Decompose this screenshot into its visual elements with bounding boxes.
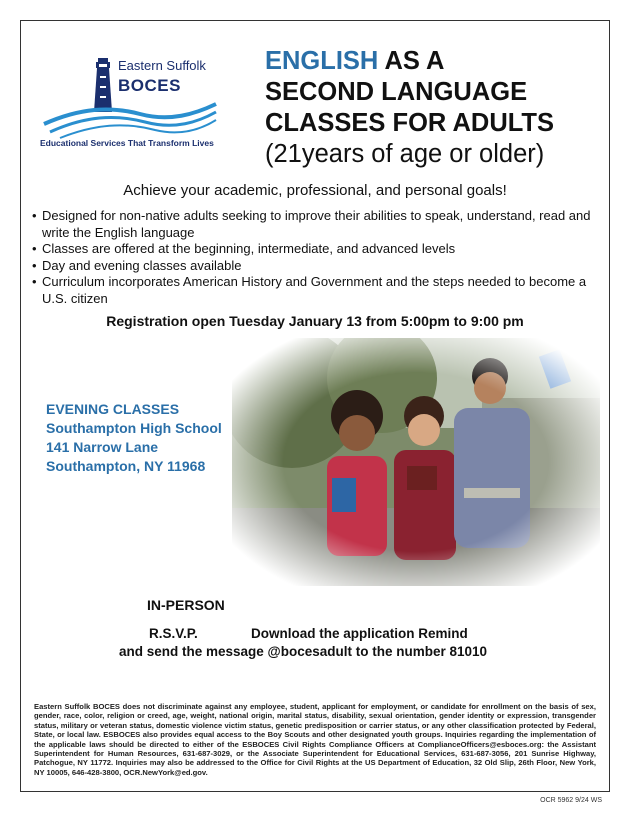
list-item: • Designed for non-native adults seeking to improve their abilities to speak, understand, read and write the English language [32, 208, 592, 241]
list-item: • Day and evening classes available [32, 258, 592, 275]
students-photo [232, 338, 600, 586]
rsvp-line-2: and send the message @bocesadult to the number 81010 [119, 644, 488, 659]
title-english: ENGLISH [265, 47, 379, 75]
boces-logo [40, 50, 220, 160]
title-line2: SECOND LANGUAGE [265, 78, 528, 106]
goals-heading: Achieve your academic, professional, and personal goals! [123, 182, 507, 199]
logo-line-eastern-suffolk: Eastern Suffolk [118, 58, 206, 73]
school-name: Southampton High School [46, 420, 222, 436]
registration-notice: Registration open Tuesday January 13 from 5:00pm to 9:00 pm [106, 313, 524, 329]
street-address: 141 Narrow Lane [46, 439, 159, 455]
title-age-requirement: (21years of age or older) [265, 140, 545, 168]
title-line3: CLASSES FOR ADULTS [265, 109, 555, 137]
city-address: Southampton, NY 11968 [46, 458, 206, 474]
rsvp-label: R.S.V.P. [149, 626, 198, 641]
list-item: • Classes are offered at the beginning, intermediate, and advanced levels [32, 241, 592, 258]
logo-line-boces: BOCES [118, 76, 181, 95]
nondiscrimination-notice: Eastern Suffolk BOCES does not discriminate against any employee, student, applicant for employment, or candidate for enrollment on the basis of sex, gender, race, color, religion or creed, age, weight, national origin, marital status, disability, sexual orientation, gender identity or expression, transgender status, military or veteran status, domestic violence victim status, genetic predisposition or carrier status, or any other classification protected by Federal, State, or local law. ESBOCES also provides equal access to the Boy Scouts and other designated youth groups. Inquiries regarding the implementation of the applicable laws should be directed to either of the ESBOCES Civil Rights Compliance Officers at ComplianceOfficers@esboces.org: the Assistant Superintendent for Human Resources, 631-687-3029, or the Associate Superintendent for Educational Services, 631-687-3056, 201 Sunrise Highway, Patchogue, NY 11772. Inquiries may also be addressed to the Office for Civil Rights at the US Department of Education, 32 Old Slip, 26th Floor, New York, NY 10005, 646-428-3800, OCR.NewYork@ed.gov. [34, 702, 596, 777]
rsvp-line-1: Download the application Remind [251, 626, 468, 641]
feature-list [32, 208, 592, 307]
form-code: OCR 5962 9/24 WS [540, 797, 602, 804]
evening-heading: EVENING CLASSES [46, 401, 180, 417]
in-person-label: IN-PERSON [147, 597, 225, 613]
title-line1-rest: AS A [378, 47, 445, 75]
page-title [265, 46, 605, 170]
evening-classes-location [46, 400, 222, 476]
list-item: • Curriculum incorporates American History and Government and the steps needed to become a U.S. citizen [32, 274, 592, 307]
logo-tagline: Educational Services That Transform Lives [40, 138, 214, 148]
